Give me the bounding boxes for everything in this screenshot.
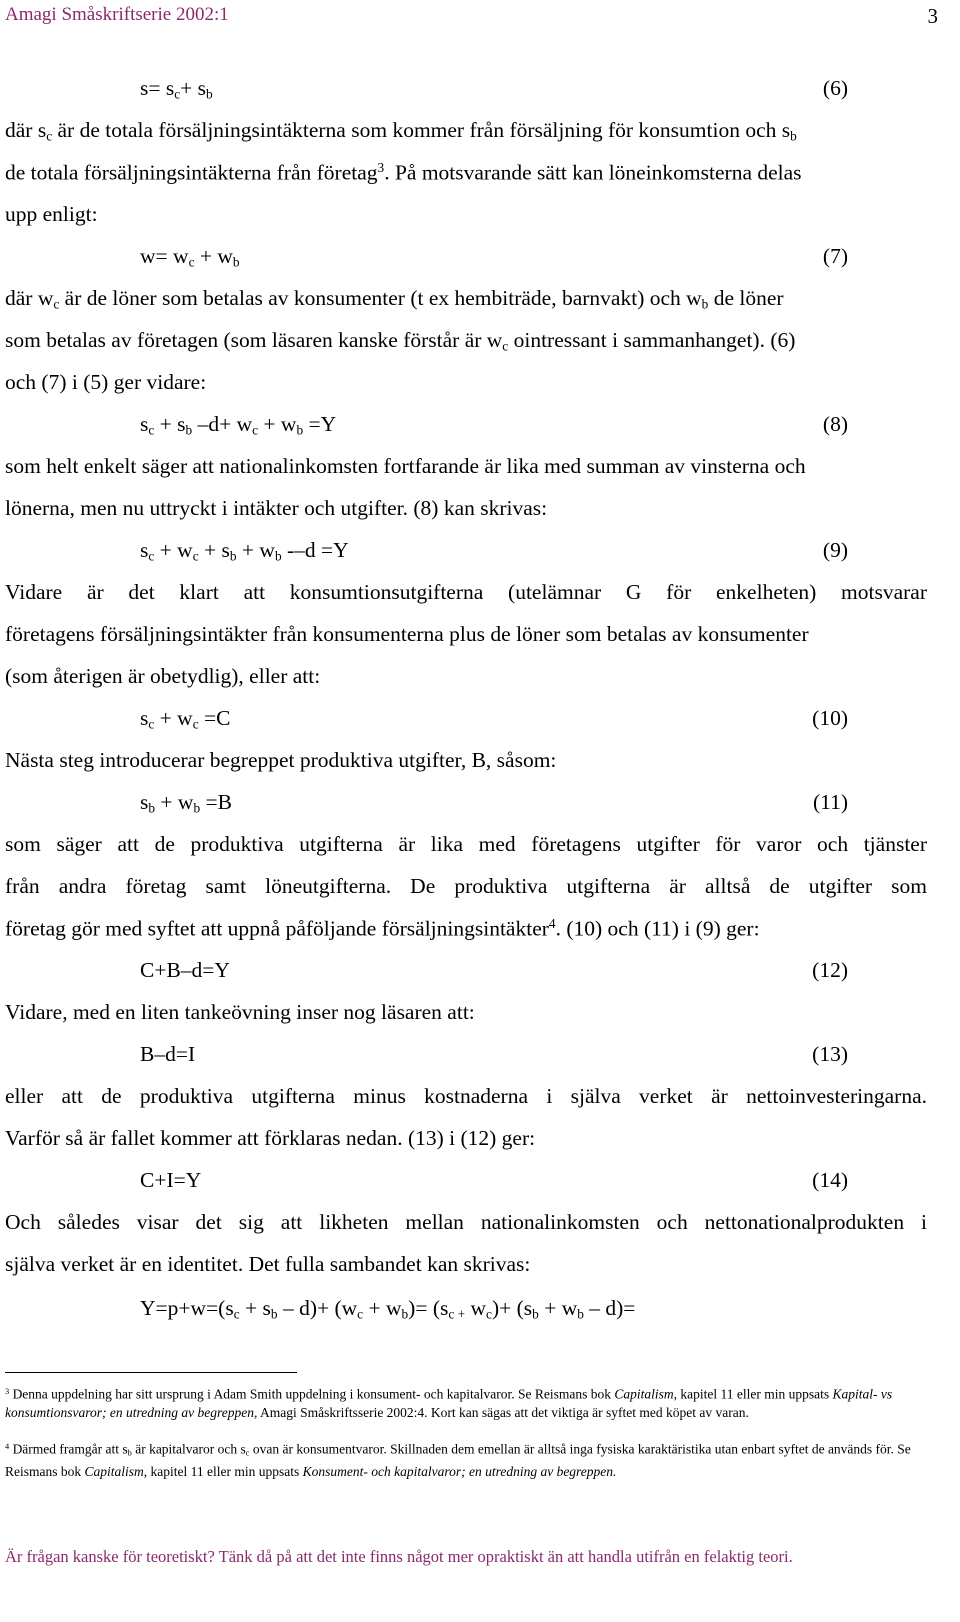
equation-9-number: (9) [822,538,848,562]
equation-7-number: (7) [822,244,848,268]
equation-8-formula: $s_c + s_b$ $-d+ w_c + w_b =Y$ [140,412,337,438]
equation-10-formula: $s_c + w_c =C$ [140,706,231,732]
equation-11-number: (11) [812,790,848,814]
equation-13 [140,1042,848,1067]
running-header-title: Amagi Småskriftserie 2002:1 [5,4,229,25]
equation-6-formula: $s= s_c+ s_b$ [140,76,213,102]
equation-11-formula: $s_b + w_b =B$ [140,790,232,816]
equation-12-formula: C+B–d=Y [140,958,230,982]
equation-9-formula: $s_c + w_c + s_b + w_b$ -–d =Y [140,538,349,564]
paragraph-5: Nästa steg introducerar begreppet produktiva utgifter, B, såsom: [5,748,557,772]
equation-full-relation-formula: $Y=p+w=(s_c + s_b - d)+ (w_c + w_b)= (s_{c +}$ $w_c)+ (s_b + w_b - d)=$ [140,1296,636,1322]
paragraph-7: Vidare, med en liten tankeövning inser nog läsaren att: [5,1000,475,1024]
equation-13-formula: B–d=I [140,1042,196,1066]
equation-9 [140,538,848,564]
footnote-4: $^4$ Därmed framgår att $s_b$ är kapitalvaror och $s_c$ ovan är konsumentvaror. Skillnaden dem emellan är alltså inga fysiska karaktäristika utan enbart syftet de används för. Se Reismans bok Capitalism, kapitel 11 eller min uppsats Konsument- och kapitalvaror; en utredning av begreppen. [5,1441,911,1479]
equation-14-formula: C+I=Y [140,1168,202,1192]
footnote-3: $^3$ Denna uppdelning har sitt ursprung i Adam Smith uppdelning i konsument- och kapitalvaror. Se Reismans bok Capitalism, kapitel 11 eller min uppsats Kapital- vs konsumtionsvaror; en utredning av begreppen, Amagi Småskriftsserie 2002:4. Kort kan sägas att det viktiga är syftet med köpet av varan. [5,1386,893,1420]
equation-12 [140,958,848,983]
equation-14-number: (14) [812,1168,848,1192]
equation-7-formula: $w= w_c + w_b$ [140,244,240,270]
equation-8 [140,412,848,438]
equation-12-number: (12) [812,958,848,982]
equation-full-relation [140,1296,848,1322]
page-number: 3 [927,4,938,28]
equation-6-number: (6) [822,76,848,100]
footnote-separator [5,1372,297,1373]
equation-8-number: (8) [822,412,848,436]
equation-6 [140,76,848,102]
equation-7 [140,244,848,270]
equation-11 [140,790,848,816]
equation-14 [140,1168,848,1193]
running-footer: Är frågan kanske för teoretiskt? Tänk då på att det inte finns något mer opraktiskt än att handla utifrån en felaktig teori. [5,1547,793,1566]
equation-10 [140,706,848,732]
equation-13-number: (13) [812,1042,848,1066]
equation-10-number: (10) [812,706,848,730]
